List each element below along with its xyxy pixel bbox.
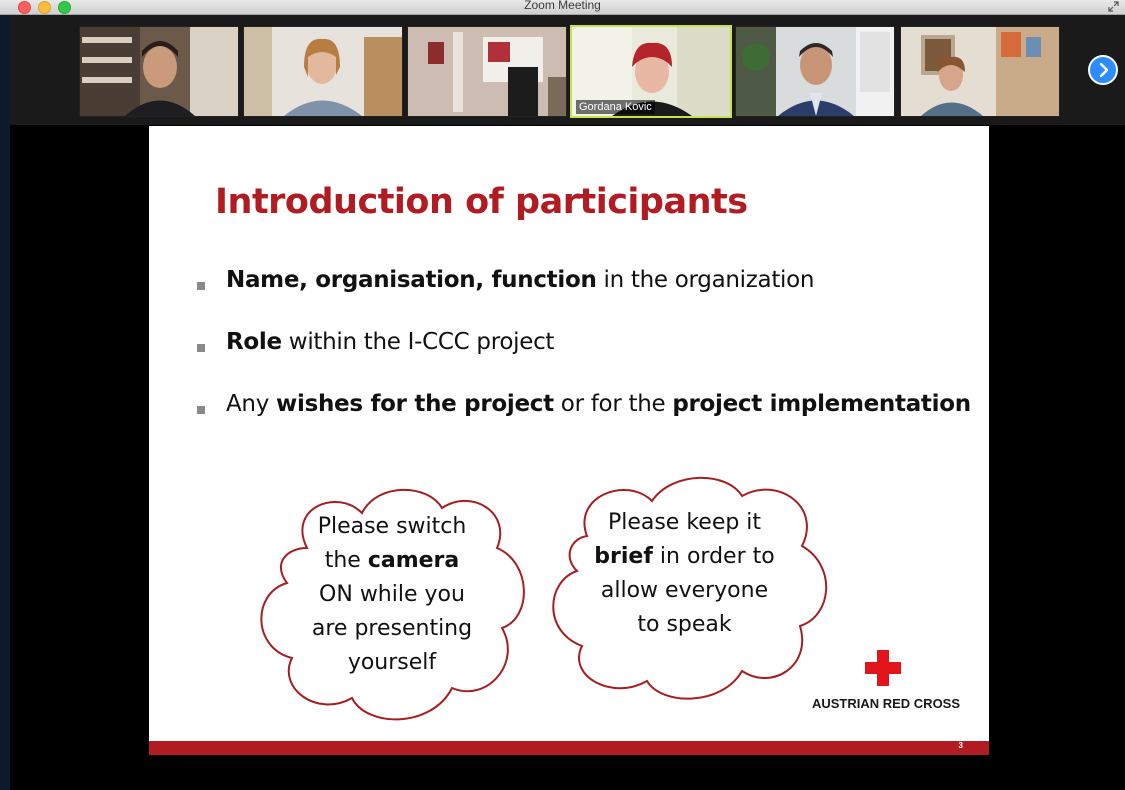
participant-video xyxy=(244,27,402,116)
camera-reminder-cloud xyxy=(247,478,537,728)
bullet-marker xyxy=(197,406,205,414)
bullet-text: Role within the I-CCC project xyxy=(226,329,555,355)
participant-video xyxy=(901,27,1059,116)
participant-video-tile[interactable] xyxy=(79,26,239,117)
slide-title: Introduction of participants xyxy=(215,182,748,222)
brevity-reminder-cloud xyxy=(532,466,837,706)
active-speaker-video-tile[interactable] xyxy=(570,25,732,118)
next-participants-button[interactable] xyxy=(1088,55,1118,85)
participant-video-tile[interactable] xyxy=(735,26,895,117)
cloud-text: Please switch the camera ON while you are presenting yourself xyxy=(311,514,473,675)
window-title-bar xyxy=(0,0,1125,15)
slide-page-number: 3 xyxy=(958,741,963,750)
participant-video-tile[interactable] xyxy=(407,26,567,117)
participant-video xyxy=(408,27,566,116)
red-cross-icon xyxy=(865,650,901,686)
active-speaker-name: Gordana Kovic xyxy=(576,100,655,114)
participant-video-strip xyxy=(10,15,1125,125)
cloud-text: Please keep it brief in order to allow everyone to speak xyxy=(594,510,775,637)
bullet-marker xyxy=(197,282,205,290)
participant-video xyxy=(736,27,894,116)
bullet-text: Any wishes for the project or for the project implementation xyxy=(226,391,971,417)
shared-screen-slide xyxy=(149,126,989,755)
window-title: Zoom Meeting xyxy=(524,0,601,12)
participant-video-tile[interactable] xyxy=(900,26,1060,117)
bullet-text: Name, organisation, function in the organization xyxy=(226,267,815,293)
fullscreen-icon[interactable] xyxy=(1108,1,1119,12)
zoom-meeting-window xyxy=(10,15,1125,790)
participant-video-tile[interactable] xyxy=(243,26,403,117)
participant-video xyxy=(80,27,238,116)
organization-logo-text: AUSTRIAN RED CROSS xyxy=(811,696,961,711)
slide-footer-bar xyxy=(149,741,989,755)
chevron-right-icon xyxy=(1097,63,1111,77)
bullet-marker xyxy=(197,344,205,352)
